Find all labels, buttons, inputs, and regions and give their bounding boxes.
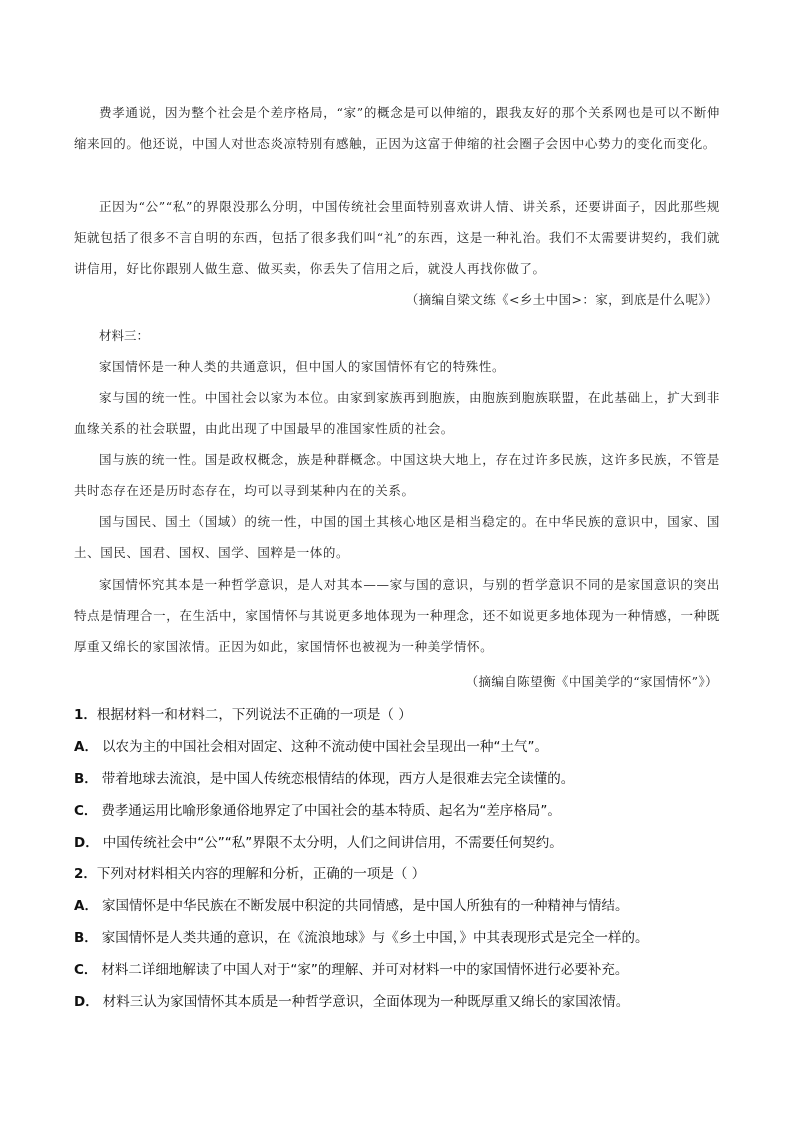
- question-2-option-b[interactable]: [74, 923, 734, 953]
- question-1-text: 根据材料一和材料二，下列说法不正确的一项是（ ）: [96, 707, 412, 723]
- option-text: 家国情怀是中华民族在不断发展中积淀的共同情感，是中国人所独有的一种精神与情结。: [101, 898, 629, 914]
- material3-paragraph-1: 家国情怀是一种人类的共通意识，但中国人的家国情怀有它的特殊性。: [99, 359, 506, 374]
- option-text: 带着地球去流浪，是中国人传统恋根情结的体现，西方人是很难去完全读懂的。: [101, 771, 575, 787]
- option-letter: A．: [74, 898, 98, 914]
- question-1-option-d[interactable]: [74, 828, 734, 858]
- question-2-text: 下列对材料相关内容的理解和分析，正确的一项是（ ）: [96, 866, 426, 882]
- material3-source: （摘编自陈望衡《中国美学的“家国情怀”》）: [465, 674, 718, 689]
- option-text: 费孝通运用比喻形象通俗地界定了中国社会的基本特质、起名为“差序格局”。: [101, 803, 561, 819]
- option-letter: D．: [74, 994, 99, 1010]
- option-text: 中国传统社会中“公”“私”界限不太分明，人们之间讲信用，不需要任何契约。: [102, 835, 563, 851]
- material2-source: （摘编自梁文练《<乡土中国>：家，到底是什么呢》）: [405, 292, 718, 307]
- question-2-option-d[interactable]: [74, 987, 734, 1017]
- option-letter: C．: [74, 803, 98, 819]
- question-2-option-c[interactable]: [74, 955, 734, 985]
- option-letter: A．: [74, 739, 98, 755]
- option-text: 以农为主的中国社会相对固定、这种不流动使中国社会呈现出一种“土气”。: [101, 739, 548, 755]
- question-2-number: 2．: [74, 866, 97, 882]
- option-letter: D．: [74, 835, 99, 851]
- option-text: 材料三认为家国情怀其本质是一种哲学意识，全面体现为一种既厚重又绵长的家国浓情。: [102, 994, 630, 1010]
- question-1-option-b[interactable]: [74, 764, 734, 794]
- question-2-option-a[interactable]: [74, 891, 734, 921]
- material3-paragraph-5: 家国情怀究其本是一种哲学意识，是人对其本——家与国的意识，与别的哲学意识不同的是家国意识的突出特点是情理合一，在生活中，家国情怀与其说更多地体现为一种理念，还不如说更多地体现为一种情感，一种既厚重又绵长的家国浓情。正因为如此，家国情怀也被视为一种美学情怀。: [74, 577, 720, 654]
- option-letter: B．: [74, 930, 98, 946]
- question-2-stem: [74, 859, 734, 889]
- material2-paragraph-1: 费孝通说，因为整个社会是个差序格局，“家”的概念是可以伸缩的，跟我友好的那个关系网也是可以不断伸缩来回的。他还说，中国人对世态炎凉特别有感触，正因为这富于伸缩的社会圈子会因中心势力的变化而变化。: [74, 105, 720, 151]
- question-1-number: 1．: [74, 707, 97, 723]
- material3-paragraph-3: 国与族的统一性。国是政权概念，族是种群概念。中国这块大地上，存在过许多民族，这许多民族，不管是共时态存在还是历时态存在，均可以寻到某种内在的关系。: [74, 452, 720, 498]
- option-letter: B．: [74, 771, 98, 787]
- option-text: 材料二详细地解读了中国人对于“家”的理解、并可对材料一中的家国情怀进行必要补充。: [101, 962, 629, 978]
- question-1-stem: [74, 700, 734, 730]
- material3-label: 材料三：: [99, 328, 150, 343]
- option-text: 家国情怀是人类共通的意识，在《流浪地球》与《乡土中国，》中其表现形式是完全一样的。: [101, 930, 649, 946]
- question-1-option-c[interactable]: [74, 796, 734, 826]
- material3-paragraph-2: 家与国的统一性。中国社会以家为本位。由家到家族再到胞族，由胞族到胞族联盟，在此基础上，扩大到非血缘关系的社会联盟，由此出现了中国最早的准国家性质的社会。: [74, 390, 720, 436]
- material2-paragraph-2: 正因为“公”“私”的界限没那么分明，中国传统社会里面特别喜欢讲人情、讲关系，还要讲面子，因此那些规矩就包括了很多不言自明的东西，包括了很多我们叫“礼”的东西，这是一种礼治。我们不太需要讲契约，我们就讲信用，好比你跟别人做生意、做买卖，你丢失了信用之后，就没人再找你做了。: [74, 199, 720, 276]
- material3-paragraph-4: 国与国民、国土（国域）的统一性，中国的国土其核心地区是相当稳定的。在中华民族的意识中，国家、国土、国民、国君、国权、国学、国粹是一体的。: [74, 514, 720, 560]
- option-letter: C．: [74, 962, 98, 978]
- question-1-option-a[interactable]: [74, 732, 734, 762]
